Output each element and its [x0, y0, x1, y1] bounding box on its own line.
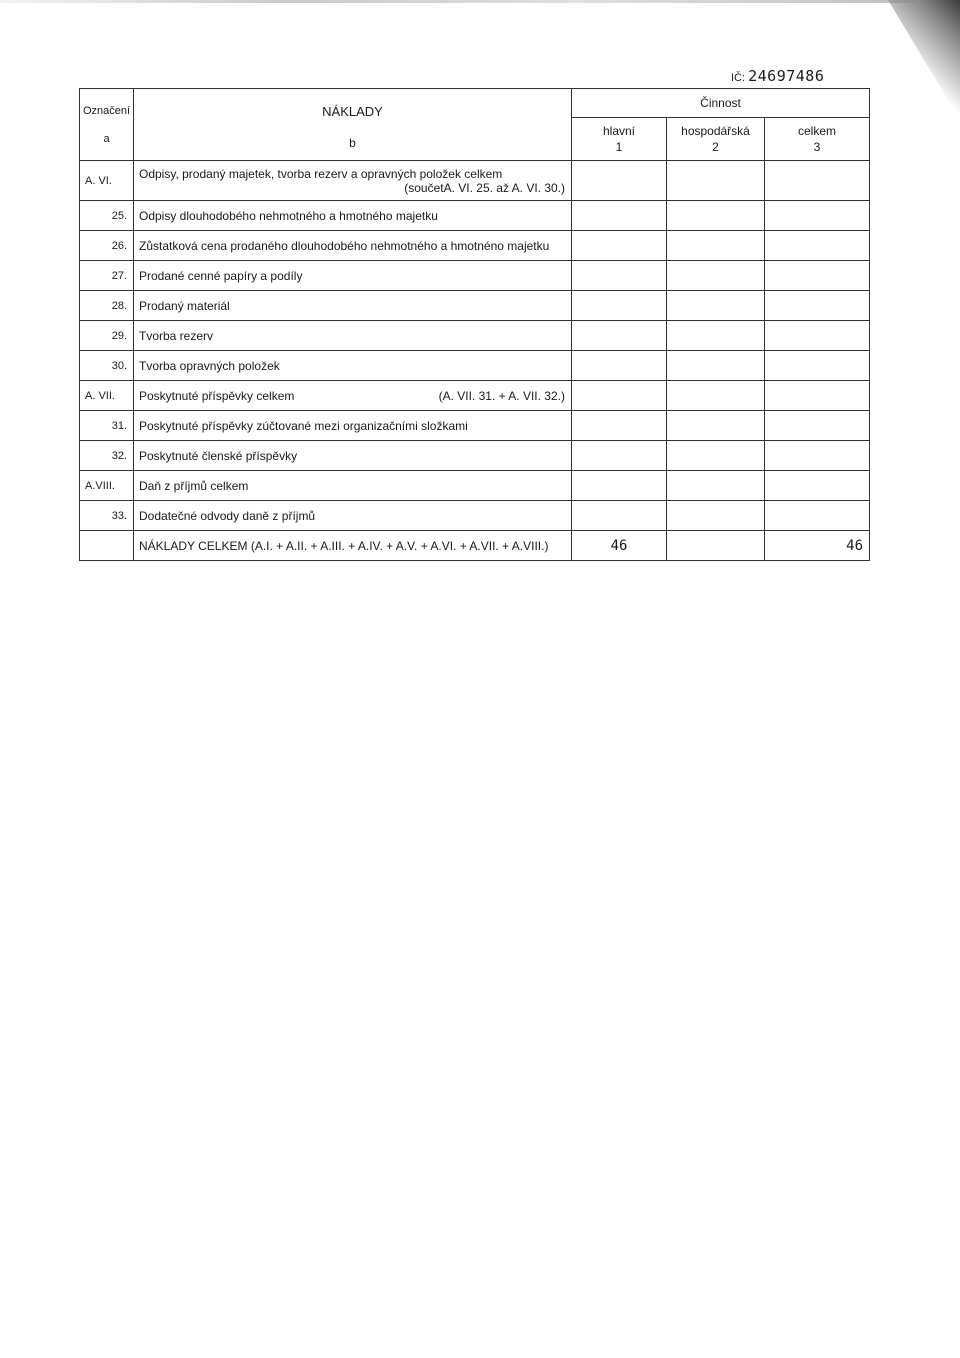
row-mark: 25. [80, 201, 134, 231]
total-main: 46 [572, 531, 667, 561]
row-desc-sum: (A. VII. 31. + A. VII. 32.) [438, 388, 565, 403]
table-row [80, 351, 870, 381]
cell-total [765, 381, 870, 411]
row-mark: 28. [80, 291, 134, 321]
row-desc: Zůstatková cena prodaného dlouhodobého nehmotného a hmotnéno majetku [134, 231, 572, 261]
cell-economic [667, 351, 765, 381]
header-mark [80, 89, 134, 161]
row-desc-text: Poskytnuté příspěvky celkem [139, 388, 295, 403]
company-id-value: 24697486 [748, 67, 825, 85]
total-mark [80, 531, 134, 561]
header-col-total [765, 118, 870, 161]
header-mark-sub: a [103, 132, 110, 145]
header-col-main-label: hlavní [602, 124, 636, 138]
row-mark: 31. [80, 411, 134, 441]
row-mark: 26. [80, 231, 134, 261]
table-row [80, 321, 870, 351]
cell-total [765, 321, 870, 351]
row-desc: Prodaný materiál [134, 291, 572, 321]
cell-main [572, 291, 667, 321]
header-activity: Činnost [572, 89, 870, 118]
row-mark: 33. [80, 501, 134, 531]
cell-main [572, 231, 667, 261]
header-col-main-num: 1 [615, 140, 623, 154]
scan-edge [0, 0, 960, 3]
header-col-economic [667, 118, 765, 161]
table-row [80, 201, 870, 231]
cell-total [765, 291, 870, 321]
header-mark-label: Označení [82, 104, 131, 117]
row-desc [134, 161, 572, 201]
row-mark: 29. [80, 321, 134, 351]
table-row [80, 231, 870, 261]
cell-main [572, 381, 667, 411]
row-mark: 27. [80, 261, 134, 291]
cell-economic [667, 411, 765, 441]
total-desc: NÁKLADY CELKEM (A.I. + A.II. + A.III. + A.IV. + A.V. + A.VI. + A.VII. + A.VIII.) [134, 531, 572, 561]
cell-main [572, 161, 667, 201]
row-desc: Dodatečné odvody daně z příjmů [134, 501, 572, 531]
row-mark: A. VII. [80, 381, 134, 411]
header-col-economic-label: hospodářská [681, 124, 750, 138]
row-desc: Poskytnuté členské příspěvky [134, 441, 572, 471]
cell-economic [667, 381, 765, 411]
cell-economic [667, 161, 765, 201]
cell-economic [667, 321, 765, 351]
cell-main [572, 351, 667, 381]
cell-main [572, 441, 667, 471]
header-col-total-num: 3 [813, 140, 821, 154]
row-desc: Odpisy dlouhodobého nehmotného a hmotného majetku [134, 201, 572, 231]
table-row [80, 411, 870, 441]
total-total: 46 [765, 531, 870, 561]
row-desc: Poskytnuté příspěvky zúčtované mezi organizačními složkami [134, 411, 572, 441]
company-id [731, 67, 824, 85]
cell-main [572, 321, 667, 351]
cell-economic [667, 501, 765, 531]
costs-table [79, 88, 870, 561]
table-row [80, 291, 870, 321]
table-row [80, 261, 870, 291]
header-desc-sub: b [349, 135, 356, 150]
cell-economic [667, 291, 765, 321]
row-desc: Daň z příjmů celkem [134, 471, 572, 501]
header-col-total-label: celkem [798, 124, 837, 138]
row-mark: 30. [80, 351, 134, 381]
cell-total [765, 161, 870, 201]
row-desc: Tvorba rezerv [134, 321, 572, 351]
row-desc-sum: (součetA. VI. 25. až A. VI. 30.) [404, 180, 565, 195]
cell-total [765, 201, 870, 231]
table-row [80, 441, 870, 471]
cell-main [572, 261, 667, 291]
row-mark: A. VI. [80, 161, 134, 201]
cell-economic [667, 261, 765, 291]
cell-total [765, 411, 870, 441]
cell-main [572, 411, 667, 441]
row-mark: A.VIII. [80, 471, 134, 501]
row-desc [134, 381, 572, 411]
table-row [80, 471, 870, 501]
cell-main [572, 201, 667, 231]
cell-total [765, 471, 870, 501]
cell-total [765, 441, 870, 471]
table-row [80, 381, 870, 411]
cell-economic [667, 201, 765, 231]
cell-main [572, 501, 667, 531]
table-row [80, 161, 870, 201]
row-desc-text: Odpisy, prodaný majetek, tvorba rezerv a opravných položek celkem [139, 166, 503, 181]
cell-total [765, 351, 870, 381]
cell-main [572, 471, 667, 501]
total-row [80, 531, 870, 561]
header-col-main [572, 118, 667, 161]
company-id-label: IČ: [731, 72, 746, 84]
row-desc: Tvorba opravných položek [134, 351, 572, 381]
header-desc [134, 89, 572, 161]
row-desc: Prodané cenné papíry a podíly [134, 261, 572, 291]
cell-economic [667, 441, 765, 471]
cell-total [765, 261, 870, 291]
cell-total [765, 231, 870, 261]
header-desc-label: NÁKLADY [322, 103, 383, 119]
table-row [80, 501, 870, 531]
cell-economic [667, 471, 765, 501]
cell-total [765, 501, 870, 531]
scan-corner-shadow [870, 0, 960, 120]
total-economic [667, 531, 765, 561]
cell-economic [667, 231, 765, 261]
header-col-economic-num: 2 [712, 140, 719, 154]
row-mark: 32. [80, 441, 134, 471]
